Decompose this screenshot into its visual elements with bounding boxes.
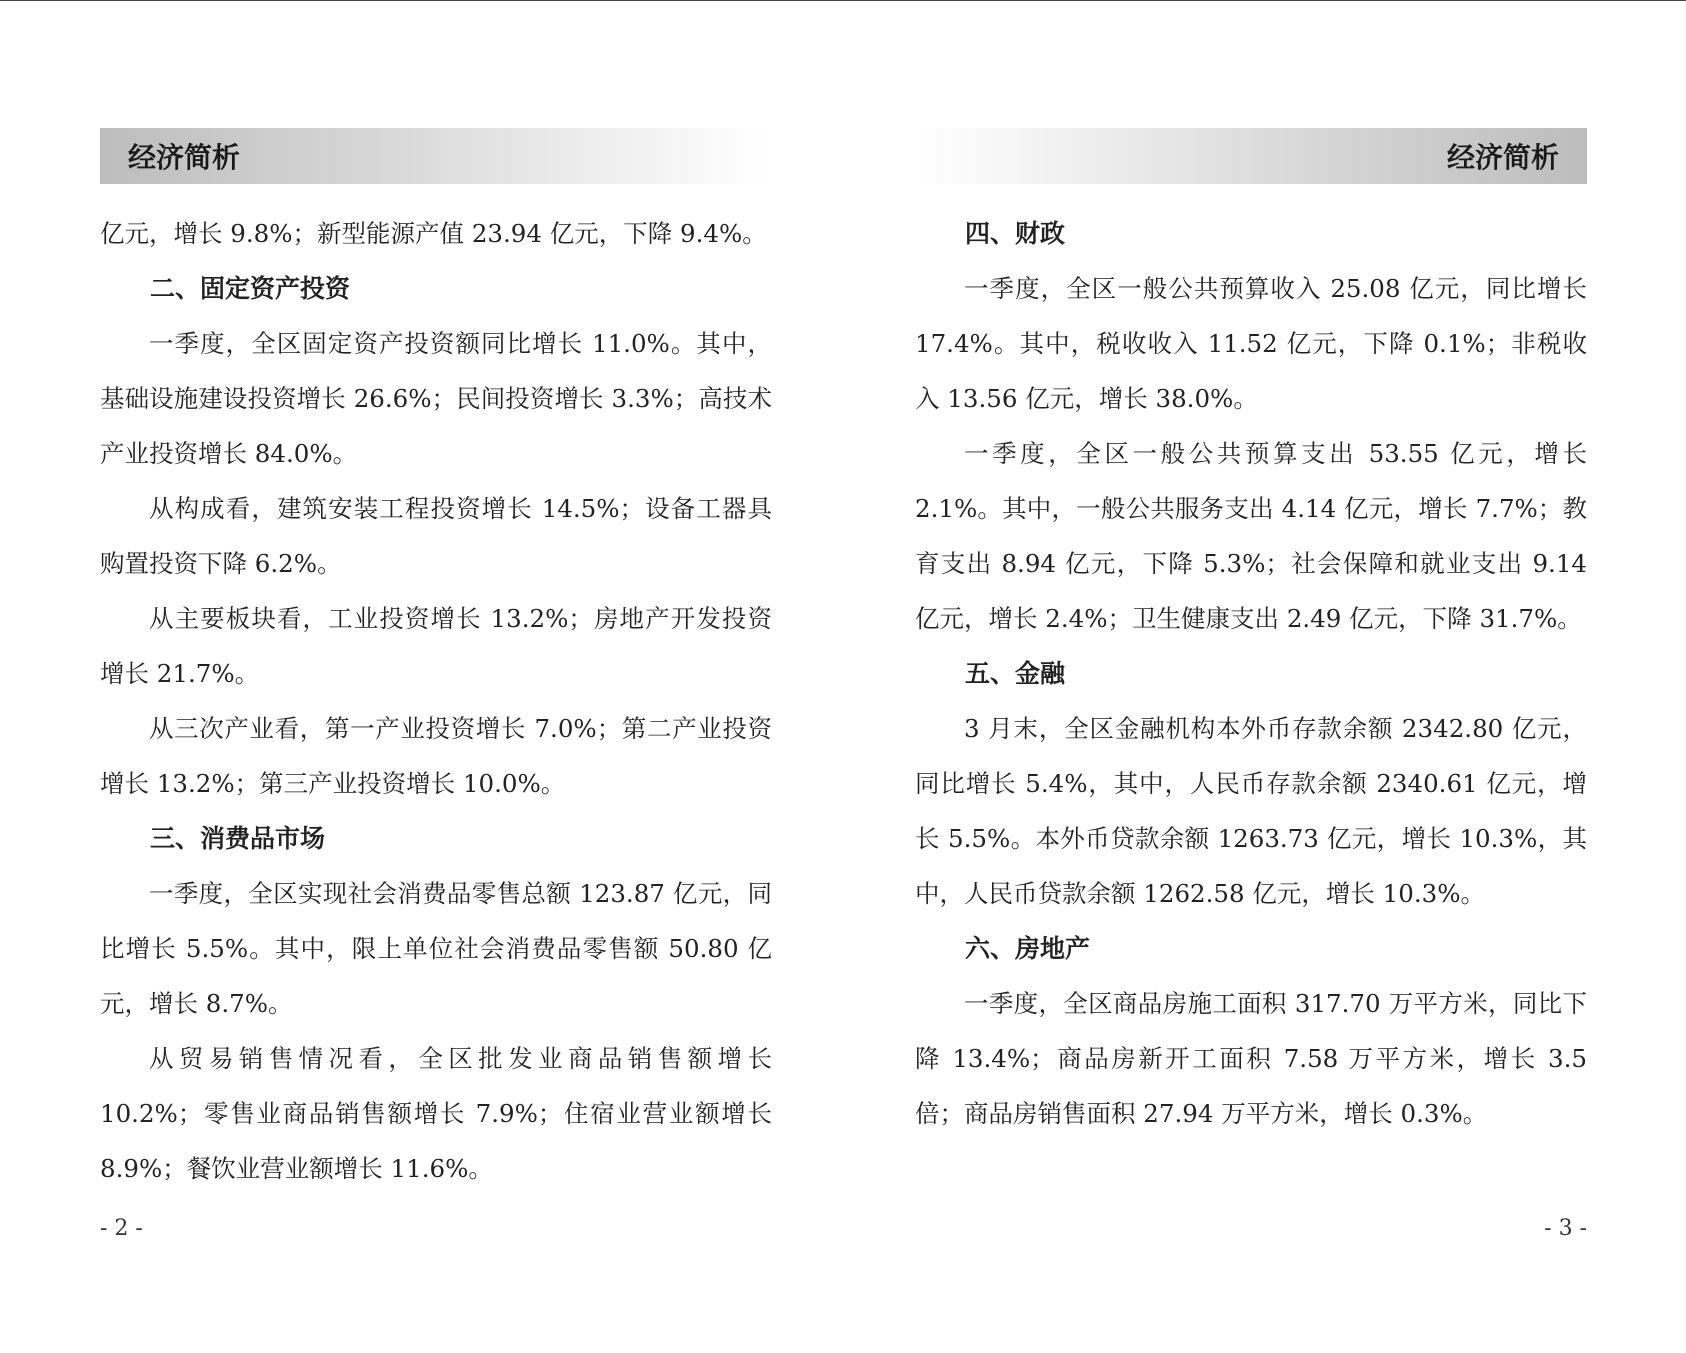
- left-page-header: [100, 128, 772, 184]
- left-header-title: 经济简析: [128, 141, 241, 174]
- left-page: [100, 0, 772, 1353]
- paragraph: 从贸易销售情况看，全区批发业商品销售额增长 10.2%；零售业商品销售额增长 7.9%；住宿业营业额增长 8.9%；餐饮业营业额增长 11.6%。: [100, 1044, 772, 1183]
- right-header-title: 经济简析: [1446, 141, 1559, 174]
- paragraph: 一季度，全区一般公共预算收入 25.08 亿元，同比增长 17.4%。其中，税收收入 11.52 亿元，下降 0.1%；非税收入 13.56 亿元，增长 38.0%。: [915, 274, 1587, 413]
- section-heading-banking: 五、金融: [965, 659, 1066, 688]
- left-page-number: - 2 -: [100, 1216, 143, 1241]
- paragraph: 一季度，全区一般公共预算支出 53.55 亿元，增长 2.1%。其中，一般公共服务支出 4.14 亿元，增长 7.7%；教育支出 8.94 亿元，下降 5.3%；社会保障和就业支出 9.14 亿元，增长 2.4%；卫生健康支出 2.49 亿元，下降 31.7%。: [915, 439, 1587, 633]
- right-page-header: [915, 128, 1587, 184]
- section-heading-finance: 四、财政: [965, 219, 1066, 248]
- section-heading-fixed-asset-investment: 二、固定资产投资: [150, 274, 351, 303]
- section-heading-real-estate: 六、房地产: [965, 934, 1091, 963]
- right-page-body: [915, 206, 1587, 1141]
- paragraph: 一季度，全区固定资产投资额同比增长 11.0%。其中，基础设施建设投资增长 26.6%；民间投资增长 3.3%；高技术产业投资增长 84.0%。: [100, 329, 772, 468]
- left-page-body: [100, 206, 772, 1196]
- paragraph: 从主要板块看，工业投资增长 13.2%；房地产开发投资增长 21.7%。: [100, 604, 772, 688]
- paragraph: 从构成看，建筑安装工程投资增长 14.5%；设备工器具购置投资下降 6.2%。: [100, 494, 772, 578]
- paragraph: 从三次产业看，第一产业投资增长 7.0%；第二产业投资增长 13.2%；第三产业投资增长 10.0%。: [100, 714, 772, 798]
- paragraph: 一季度，全区实现社会消费品零售总额 123.87 亿元，同比增长 5.5%。其中，限上单位社会消费品零售额 50.80 亿元，增长 8.7%。: [100, 879, 772, 1018]
- paragraph: 一季度，全区商品房施工面积 317.70 万平方米，同比下降 13.4%；商品房新开工面积 7.58 万平方米，增长 3.5 倍；商品房销售面积 27.94 万平方米，增长 0.3%。: [915, 989, 1587, 1128]
- right-page: [915, 0, 1587, 1353]
- paragraph: 3 月末，全区金融机构本外币存款余额 2342.80 亿元，同比增长 5.4%，其中，人民币存款余额 2340.61 亿元，增长 5.5%。本外币贷款余额 1263.73 亿元，增长 10.3%，其中，人民币贷款余额 1262.58 亿元，增长 10.3%。: [915, 714, 1587, 908]
- paragraph-continuation: 亿元，增长 9.8%；新型能源产值 23.94 亿元，下降 9.4%。: [100, 219, 767, 248]
- section-heading-consumer-market: 三、消费品市场: [150, 824, 326, 853]
- right-page-number: - 3 -: [1544, 1216, 1587, 1241]
